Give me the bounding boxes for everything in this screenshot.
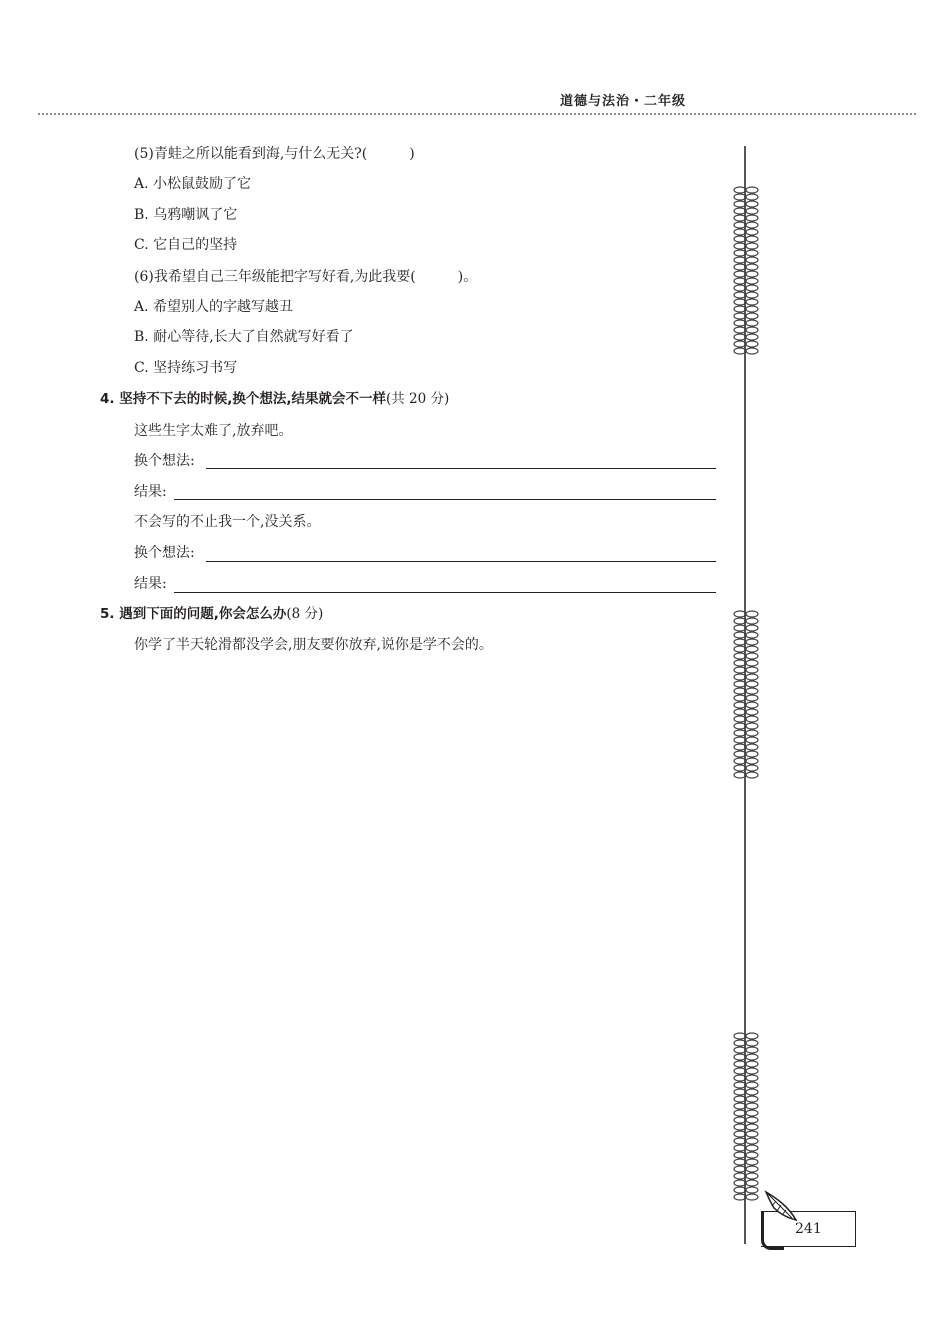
q4-scenario1-result-answer-line[interactable] xyxy=(174,499,716,500)
q3-item6-option-a[interactable]: A. 希望别人的字越写越丑 xyxy=(134,299,294,315)
q4-scenario1-result-label: 结果: xyxy=(134,484,167,500)
spiral-rings xyxy=(734,1033,758,1200)
q3-item5-option-a[interactable]: A. 小松鼠鼓励了它 xyxy=(134,176,252,192)
q5-title: 5. 遇到下面的问题,你会怎么办 xyxy=(100,606,287,622)
q3-item6-option-c[interactable]: C. 坚持练习书写 xyxy=(134,360,238,376)
header-title: 道德与法治・二年级 xyxy=(560,94,687,109)
q3-item5-option-b[interactable]: B. 乌鸦嘲讽了它 xyxy=(134,207,238,223)
q5-scenario: 你学了半天轮滑都没学会,朋友要你放弃,说你是学不会的。 xyxy=(134,637,493,653)
q3-item6-stem: (6)我希望自己三年级能把字写好看,为此我要( )。 xyxy=(134,269,478,285)
q3-item5-option-c[interactable]: C. 它自己的坚持 xyxy=(134,237,238,253)
q4-scenario2-think-label: 换个想法: xyxy=(134,545,195,561)
spiral-binding-top xyxy=(733,186,759,358)
q4-score: (共 20 分) xyxy=(385,391,450,407)
q4-heading xyxy=(100,389,449,409)
spiral-binding-middle xyxy=(733,610,759,782)
q4-scenario2-think-answer-line[interactable] xyxy=(206,561,716,562)
page-number: 241 xyxy=(795,1221,822,1237)
q3-item5-stem: (5)青蛙之所以能看到海,与什么无关?( ) xyxy=(134,146,415,162)
q4-title: 4. 坚持不下去的时候,换个想法,结果就会不一样 xyxy=(100,391,386,407)
spiral-rings xyxy=(734,187,758,354)
q4-scenario1-statement: 这些生字太难了,放弃吧。 xyxy=(134,423,293,439)
spiral-rings xyxy=(734,611,758,778)
q4-scenario1-think-label: 换个想法: xyxy=(134,453,195,469)
header-divider xyxy=(38,113,916,115)
q4-scenario2-statement: 不会写的不止我一个,没关系。 xyxy=(134,514,321,530)
q4-scenario2-result-answer-line[interactable] xyxy=(174,592,716,593)
q5-score: (8 分) xyxy=(286,606,324,622)
q3-item6-option-b[interactable]: B. 耐心等待,长大了自然就写好看了 xyxy=(134,329,354,345)
q4-scenario1-think-answer-line[interactable] xyxy=(206,468,716,469)
spiral-binding-bottom xyxy=(733,1032,759,1204)
q5-heading xyxy=(100,604,323,624)
q4-scenario2-result-label: 结果: xyxy=(134,576,167,592)
